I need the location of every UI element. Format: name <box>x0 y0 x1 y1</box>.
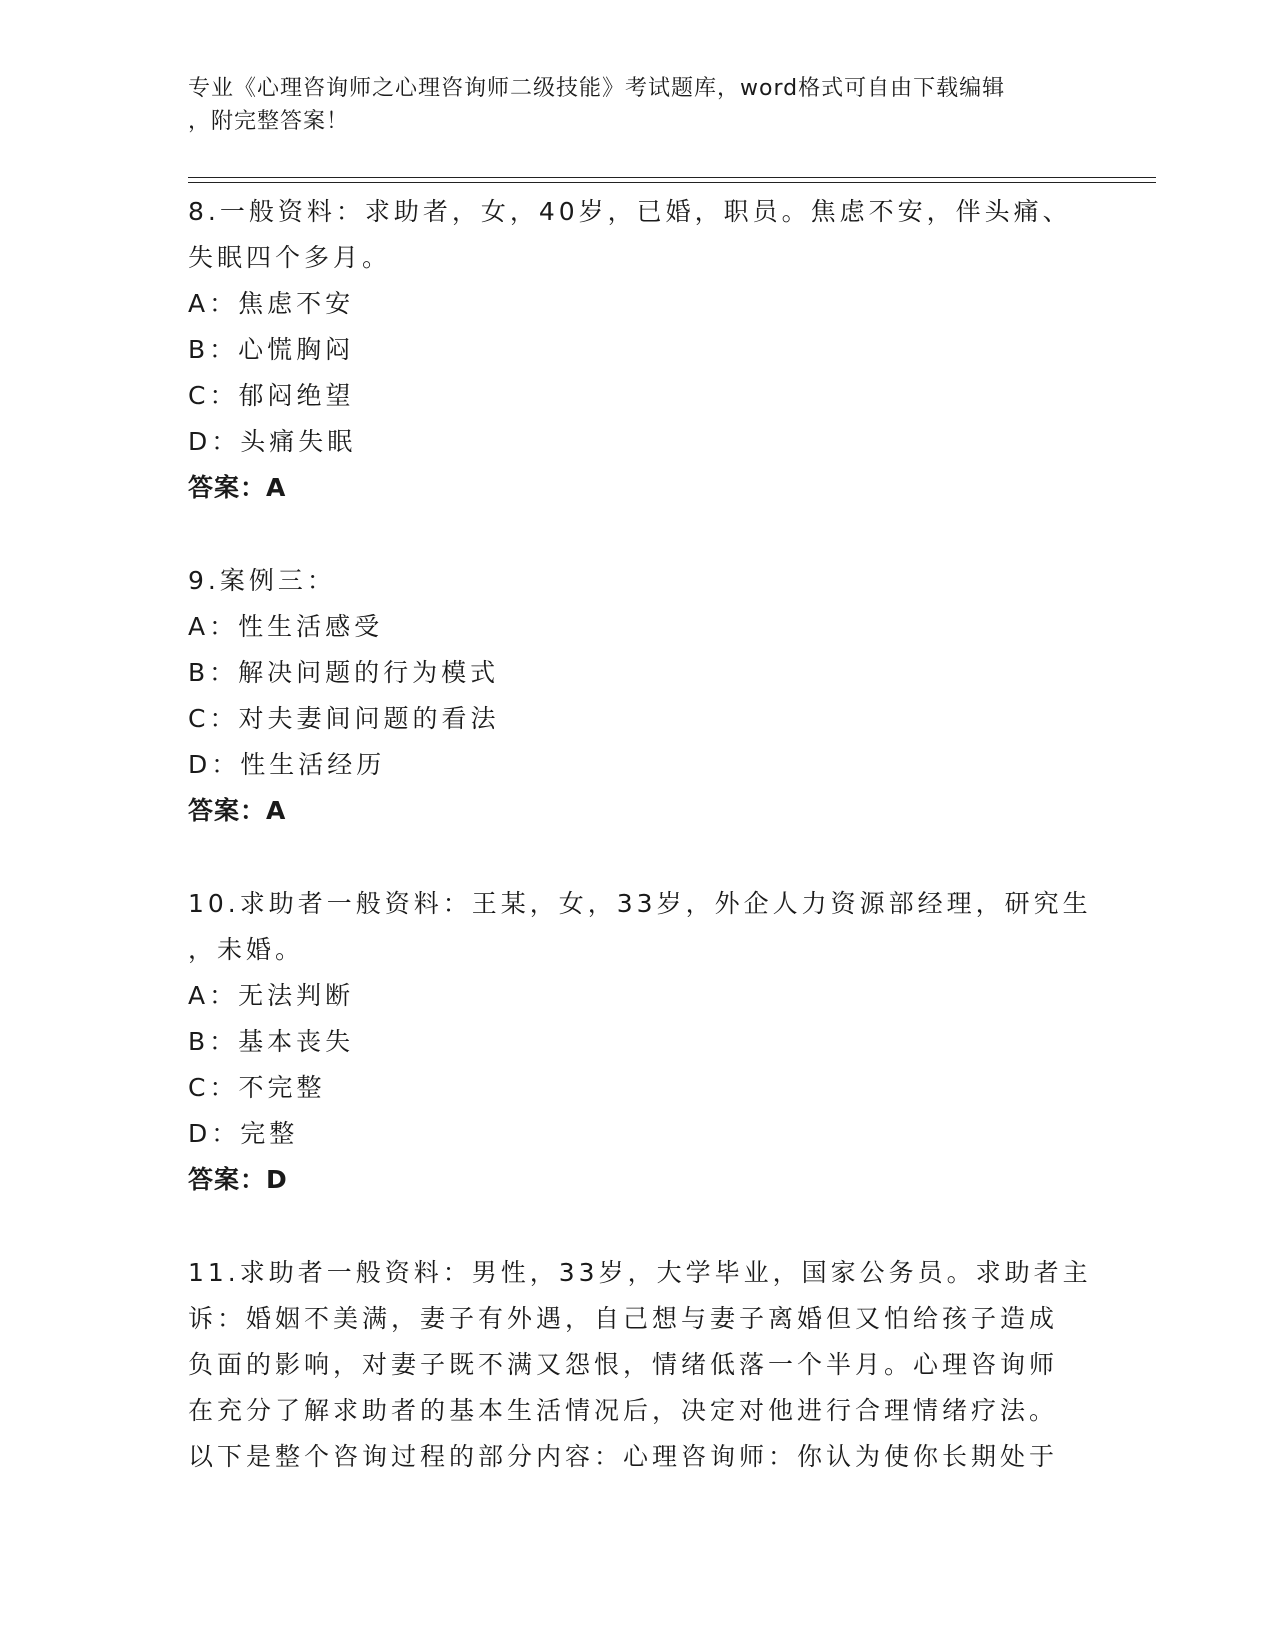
header-line-1: 专业《心理咨询师之心理咨询师二级技能》考试题库，word格式可自由下载编辑 <box>188 76 1006 101</box>
header-divider-top <box>188 177 1156 178</box>
question-spacer <box>188 834 1088 881</box>
answer-option: B：心慌胸闷 <box>188 335 355 364</box>
answer-option: B：解决问题的行为模式 <box>188 658 500 687</box>
document-header <box>188 72 1068 138</box>
question-block <box>188 881 1092 1203</box>
question-block <box>188 558 1088 834</box>
question-text-line: 失眠四个多月。 <box>188 243 392 272</box>
question-text-line: ，未婚。 <box>188 935 305 964</box>
answer-option: C：郁闷绝望 <box>188 381 355 410</box>
question-spacer <box>188 511 1088 558</box>
correct-answer: 答案：A <box>188 473 287 502</box>
answer-option: C：对夫妻间问题的看法 <box>188 704 500 733</box>
header-divider-bottom <box>188 182 1156 183</box>
answer-option: A：无法判断 <box>188 981 355 1010</box>
question-block <box>188 1250 1092 1480</box>
question-text-line: 在充分了解求助者的基本生活情况后，决定对他进行合理情绪疗法。 <box>188 1396 1059 1425</box>
header-line-2: ，附完整答案！ <box>188 109 350 134</box>
question-text-line: 8.一般资料：求助者，女，40岁，已婚，职员。焦虑不安，伴头痛、 <box>188 197 1072 226</box>
question-block <box>188 189 1088 511</box>
question-text-line: 11.求助者一般资料：男性，33岁，大学毕业，国家公务员。求助者主 <box>188 1258 1092 1287</box>
answer-option: A：性生活感受 <box>188 612 384 641</box>
question-list <box>188 189 1092 1480</box>
question-text-line: 9.案例三： <box>188 566 336 595</box>
answer-option: B：基本丧失 <box>188 1027 355 1056</box>
answer-option: A：焦虑不安 <box>188 289 355 318</box>
question-text-line: 负面的影响，对妻子既不满又怨恨，情绪低落一个半月。心理咨询师 <box>188 1350 1059 1379</box>
answer-option: D：性生活经历 <box>188 750 386 779</box>
question-text-line: 诉：婚姻不美满，妻子有外遇，自己想与妻子离婚但又怕给孩子造成 <box>188 1304 1059 1333</box>
question-text-line: 10.求助者一般资料：王某，女，33岁，外企人力资源部经理，研究生 <box>188 889 1092 918</box>
question-spacer <box>188 1203 1088 1250</box>
correct-answer: 答案：A <box>188 796 287 825</box>
correct-answer: 答案：D <box>188 1165 288 1194</box>
answer-option: C：不完整 <box>188 1073 326 1102</box>
answer-option: D：完整 <box>188 1119 299 1148</box>
answer-option: D：头痛失眠 <box>188 427 357 456</box>
question-text-line: 以下是整个咨询过程的部分内容：心理咨询师：你认为使你长期处于 <box>188 1442 1059 1471</box>
